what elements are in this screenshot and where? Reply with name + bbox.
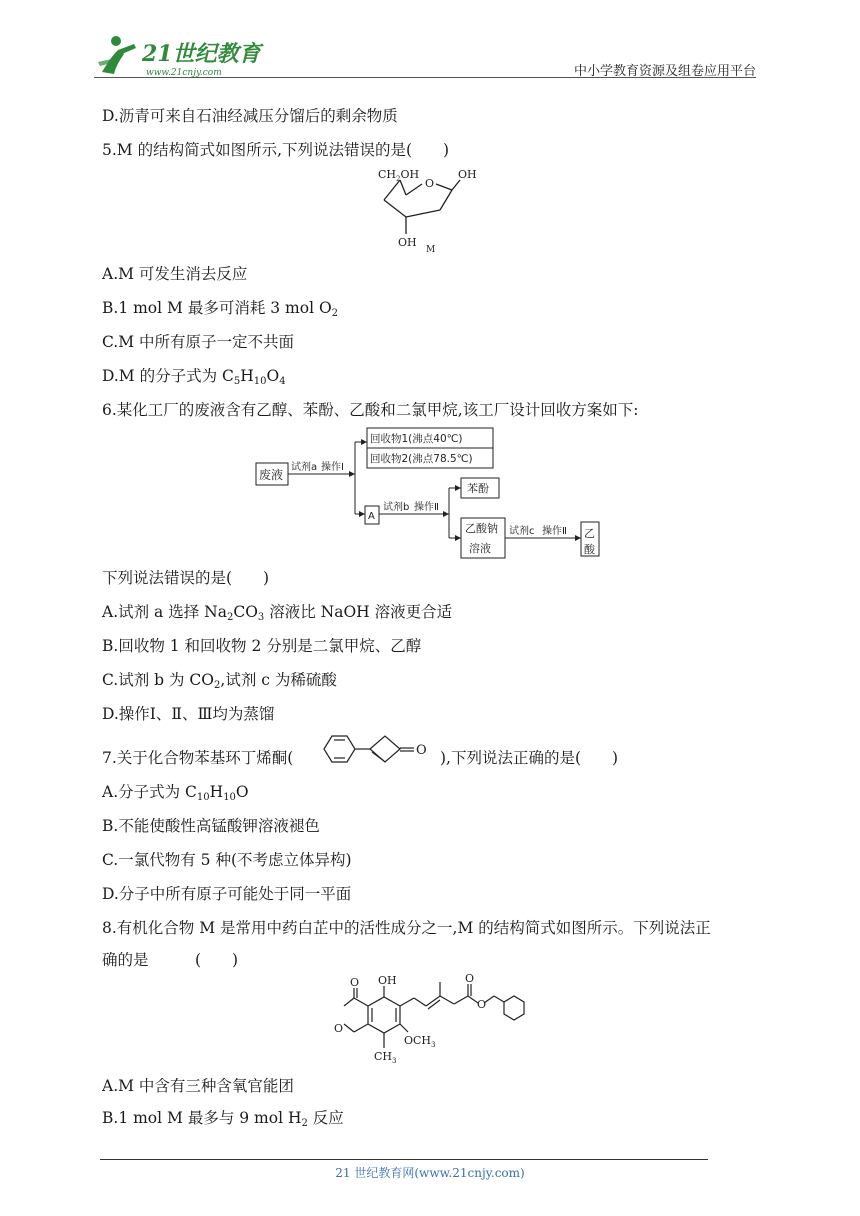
svg-text:试剂c: 试剂c xyxy=(509,526,535,537)
lactone-carbonyl-o: O xyxy=(350,976,360,989)
q6-option-c: C.试剂 b 为 $CO_2$,试剂 c 为稀硫酸 xyxy=(102,671,337,691)
q6-flowchart xyxy=(255,426,605,560)
q5-option-c: C.M 中所有原子一定不共面 xyxy=(102,333,295,351)
oh-label-2: OH xyxy=(398,236,417,249)
q7-stem-end: ),下列说法正确的是( ) xyxy=(440,749,619,767)
ester-o: O xyxy=(477,998,487,1011)
svg-text:试剂b: 试剂b xyxy=(383,502,410,513)
q6-option-a: A.试剂 a 选择 $Na_2CO_3$ 溶液比 NaOH 溶液更合适 xyxy=(102,603,453,623)
q8-stem-line2: 确的是 ( ) xyxy=(102,951,239,969)
svg-text:试剂a: 试剂a xyxy=(291,462,318,473)
svg-text:苯酚: 苯酚 xyxy=(467,482,489,495)
platform-title: 中小学教育资源及组卷应用平台 xyxy=(573,64,756,79)
q7-stem-start: 7.关于化合物苯基环丁烯酮( xyxy=(102,749,294,767)
svg-text:废液: 废液 xyxy=(259,468,284,482)
q7-option-b: B.不能使酸性高锰酸钾溶液褪色 xyxy=(102,817,320,835)
svg-text:酸: 酸 xyxy=(584,543,595,556)
hydroxyl-label: OH xyxy=(378,974,397,987)
svg-text:A: A xyxy=(368,511,375,522)
molecule-label-m: M xyxy=(426,245,436,255)
logo-text: 21世纪教育 xyxy=(142,41,261,67)
ring-oxygen-label: O xyxy=(425,177,435,190)
svg-text:回收物1(沸点40℃): 回收物1(沸点40℃) xyxy=(370,433,463,445)
svg-text:乙酸钠: 乙酸钠 xyxy=(465,522,498,535)
svg-text:回收物2(沸点78.5℃): 回收物2(沸点78.5℃) xyxy=(370,453,473,465)
logo-url: www.21cnjy.com xyxy=(146,68,222,78)
carbonyl-oxygen-label: O xyxy=(416,743,427,758)
q8-option-b: B.1 mol M 最多与 9 mol $H_2$ 反应 xyxy=(102,1109,344,1129)
svg-text:溶液: 溶液 xyxy=(469,542,491,555)
methoxy-label: $OCH_3$ xyxy=(404,1034,436,1049)
lactone-ring-o: O xyxy=(334,1022,344,1035)
q8-structure-figure xyxy=(326,970,526,1070)
site-logo xyxy=(94,32,264,78)
q5-option-d: D.M 的分子式为 $C_5H_{10}O_4$ xyxy=(102,367,286,387)
q7-option-d: D.分子中所有原子可能处于同一平面 xyxy=(102,885,352,903)
q6-question: 下列说法错误的是( ) xyxy=(102,569,270,587)
methyl-label: $CH_3$ xyxy=(374,1050,397,1065)
svg-text:操作Ⅱ: 操作Ⅱ xyxy=(414,502,439,513)
svg-text:操作Ⅱ: 操作Ⅱ xyxy=(542,526,567,537)
q8-stem-line1: 8.有机化合物 M 是常用中药白芷中的活性成分之一,M 的结构简式如图所示。下列说法正 xyxy=(102,919,711,937)
q7-option-a: A.分子式为 $C_{10}H_{10}O$ xyxy=(102,783,249,803)
q4-option-d: D.沥青可来自石油经减压分馏后的剩余物质 xyxy=(102,107,398,125)
svg-text:操作Ⅰ: 操作Ⅰ xyxy=(321,462,344,473)
q6-option-d: D.操作Ⅰ、Ⅱ、Ⅲ均为蒸馏 xyxy=(102,705,275,723)
q5-option-b: B.1 mol M 最多可消耗 3 mol $O_2$ xyxy=(102,299,339,319)
q5-structure-figure xyxy=(370,160,500,260)
q7-option-c: C.一氯代物有 5 种(不考虑立体异构) xyxy=(102,851,352,869)
q6-option-b: B.回收物 1 和回收物 2 分别是二氯甲烷、乙醇 xyxy=(102,637,422,655)
ester-carbonyl-o: O xyxy=(465,972,475,985)
q5-option-a: A.M 可发生消去反应 xyxy=(102,265,248,283)
footer-text: 21 世纪教育网(www.21cnjy.com) xyxy=(335,1166,525,1180)
oh-label-1: OH xyxy=(458,168,477,181)
svg-text:乙: 乙 xyxy=(584,527,595,540)
ch2oh-label: $CH_2OH$ xyxy=(378,168,420,183)
q5-stem: 5.M 的结构简式如图所示,下列说法错误的是( ) xyxy=(102,141,450,159)
q7-structure-figure xyxy=(314,731,438,767)
footer-rule xyxy=(100,1159,708,1160)
q8-option-a: A.M 中含有三种含氧官能团 xyxy=(102,1077,294,1095)
q6-stem: 6.某化工厂的废液含有乙醇、苯酚、乙酸和二氯甲烷,该工厂设计回收方案如下: xyxy=(102,401,639,419)
